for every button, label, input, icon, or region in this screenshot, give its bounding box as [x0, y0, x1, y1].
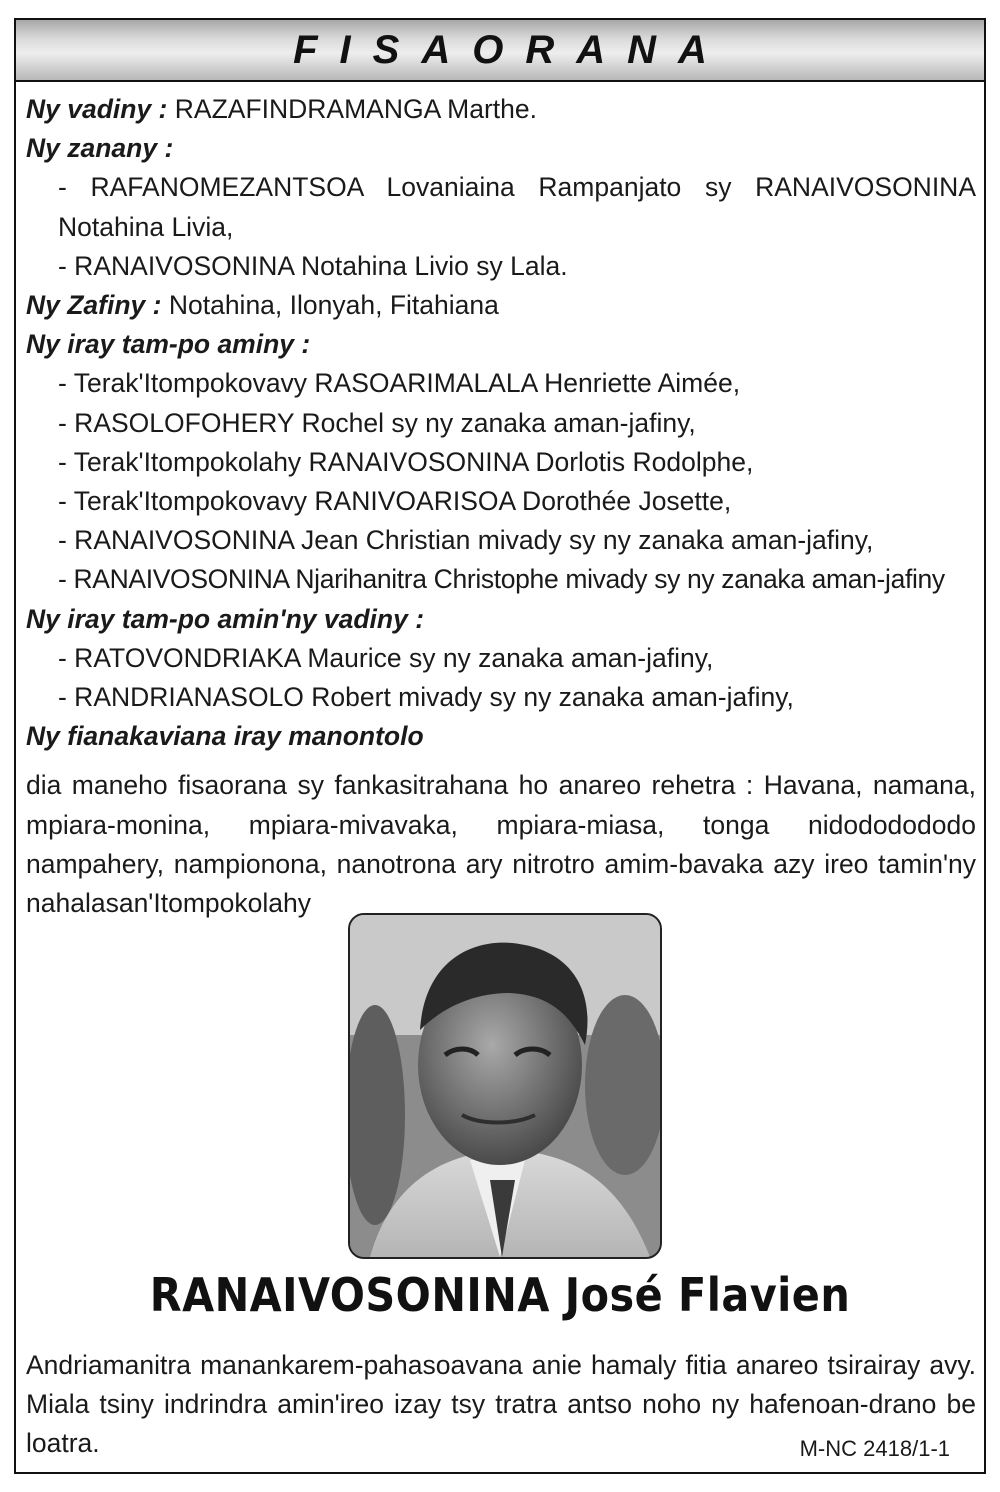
- siblings-item: - RANAIVOSONINA Njarihanitra Christophe mivady sy ny zanaka aman-jafiny: [58, 564, 945, 595]
- portrait-photo: [348, 913, 662, 1259]
- closing-text: Andriamanitra manankarem-pahasoavana anie hamaly fitia anareo tsirairay avy. Miala tsiny indrindra amin'ireo izay tsy tratra antso noho ny hafenoan-drano be loatra.: [26, 1350, 976, 1458]
- thanks-paragraph: dia maneho fisaorana sy fankasitrahana ho anareo rehetra : Havana, namana, mpiara-monina, mpiara-mivavaka, mpiara-miasa, tonga nidododododo nampahery, nampionona, nanotrona ary nitrotro amim-bavaka azy ireo tamin'ny nahalasan'Itompokolahy: [26, 770, 976, 919]
- children-label: Ny zanany :: [26, 133, 174, 164]
- widow-name: RAZAFINDRAMANGA Marthe.: [174, 94, 537, 124]
- header-banner: [16, 20, 984, 82]
- siblings-item: - RASOLOFOHERY Rochel sy ny zanaka aman-jafiny,: [58, 407, 696, 438]
- portrait-icon: [350, 915, 660, 1257]
- spouse-siblings-item: - RANDRIANASOLO Robert mivady sy ny zanaka aman-jafiny,: [58, 682, 794, 713]
- grandchildren-label: Ny Zafiny :: [26, 290, 162, 321]
- grandchildren-line: [26, 286, 976, 325]
- notice-content: [26, 90, 976, 923]
- children-item: - RAFANOMEZANTSOA Lovaniaina Rampanjato sy RANAIVOSONINA: [58, 172, 976, 203]
- reference-code: M-NC 2418/1-1: [799, 1436, 950, 1461]
- children-item: Notahina Livia,: [58, 211, 234, 242]
- deceased-name: RANAIVOSONINA José Flavien: [149, 1268, 851, 1322]
- widow-line: [26, 90, 976, 129]
- spouse-siblings-label: Ny iray tam-po amin'ny vadiny :: [26, 603, 425, 634]
- siblings-item: - Terak'Itompokovavy RANIVOARISOA Dorothée Josette,: [58, 486, 732, 517]
- spouse-siblings-item: - RATOVONDRIAKA Maurice sy ny zanaka aman-jafiny,: [58, 642, 714, 673]
- children-item: - RANAIVOSONINA Notahina Livio sy Lala.: [58, 250, 568, 281]
- grandchildren-names: Notahina, Ilonyah, Fitahiana: [168, 290, 499, 321]
- siblings-label: Ny iray tam-po aminy :: [26, 329, 311, 360]
- notice-frame: [14, 18, 986, 1474]
- family-label: Ny fianakaviana iray manontolo: [26, 721, 424, 752]
- notice-title: FISAORANA: [293, 27, 729, 72]
- siblings-item: - RANAIVOSONINA Jean Christian mivady sy ny zanaka aman-jafiny,: [58, 525, 874, 556]
- widow-label: Ny vadiny :: [26, 94, 168, 124]
- siblings-item: - Terak'Itompokolahy RANAIVOSONINA Dorlotis Rodolphe,: [58, 446, 754, 477]
- siblings-item: - Terak'Itompokovavy RASOARIMALALA Henriette Aimée,: [58, 368, 741, 399]
